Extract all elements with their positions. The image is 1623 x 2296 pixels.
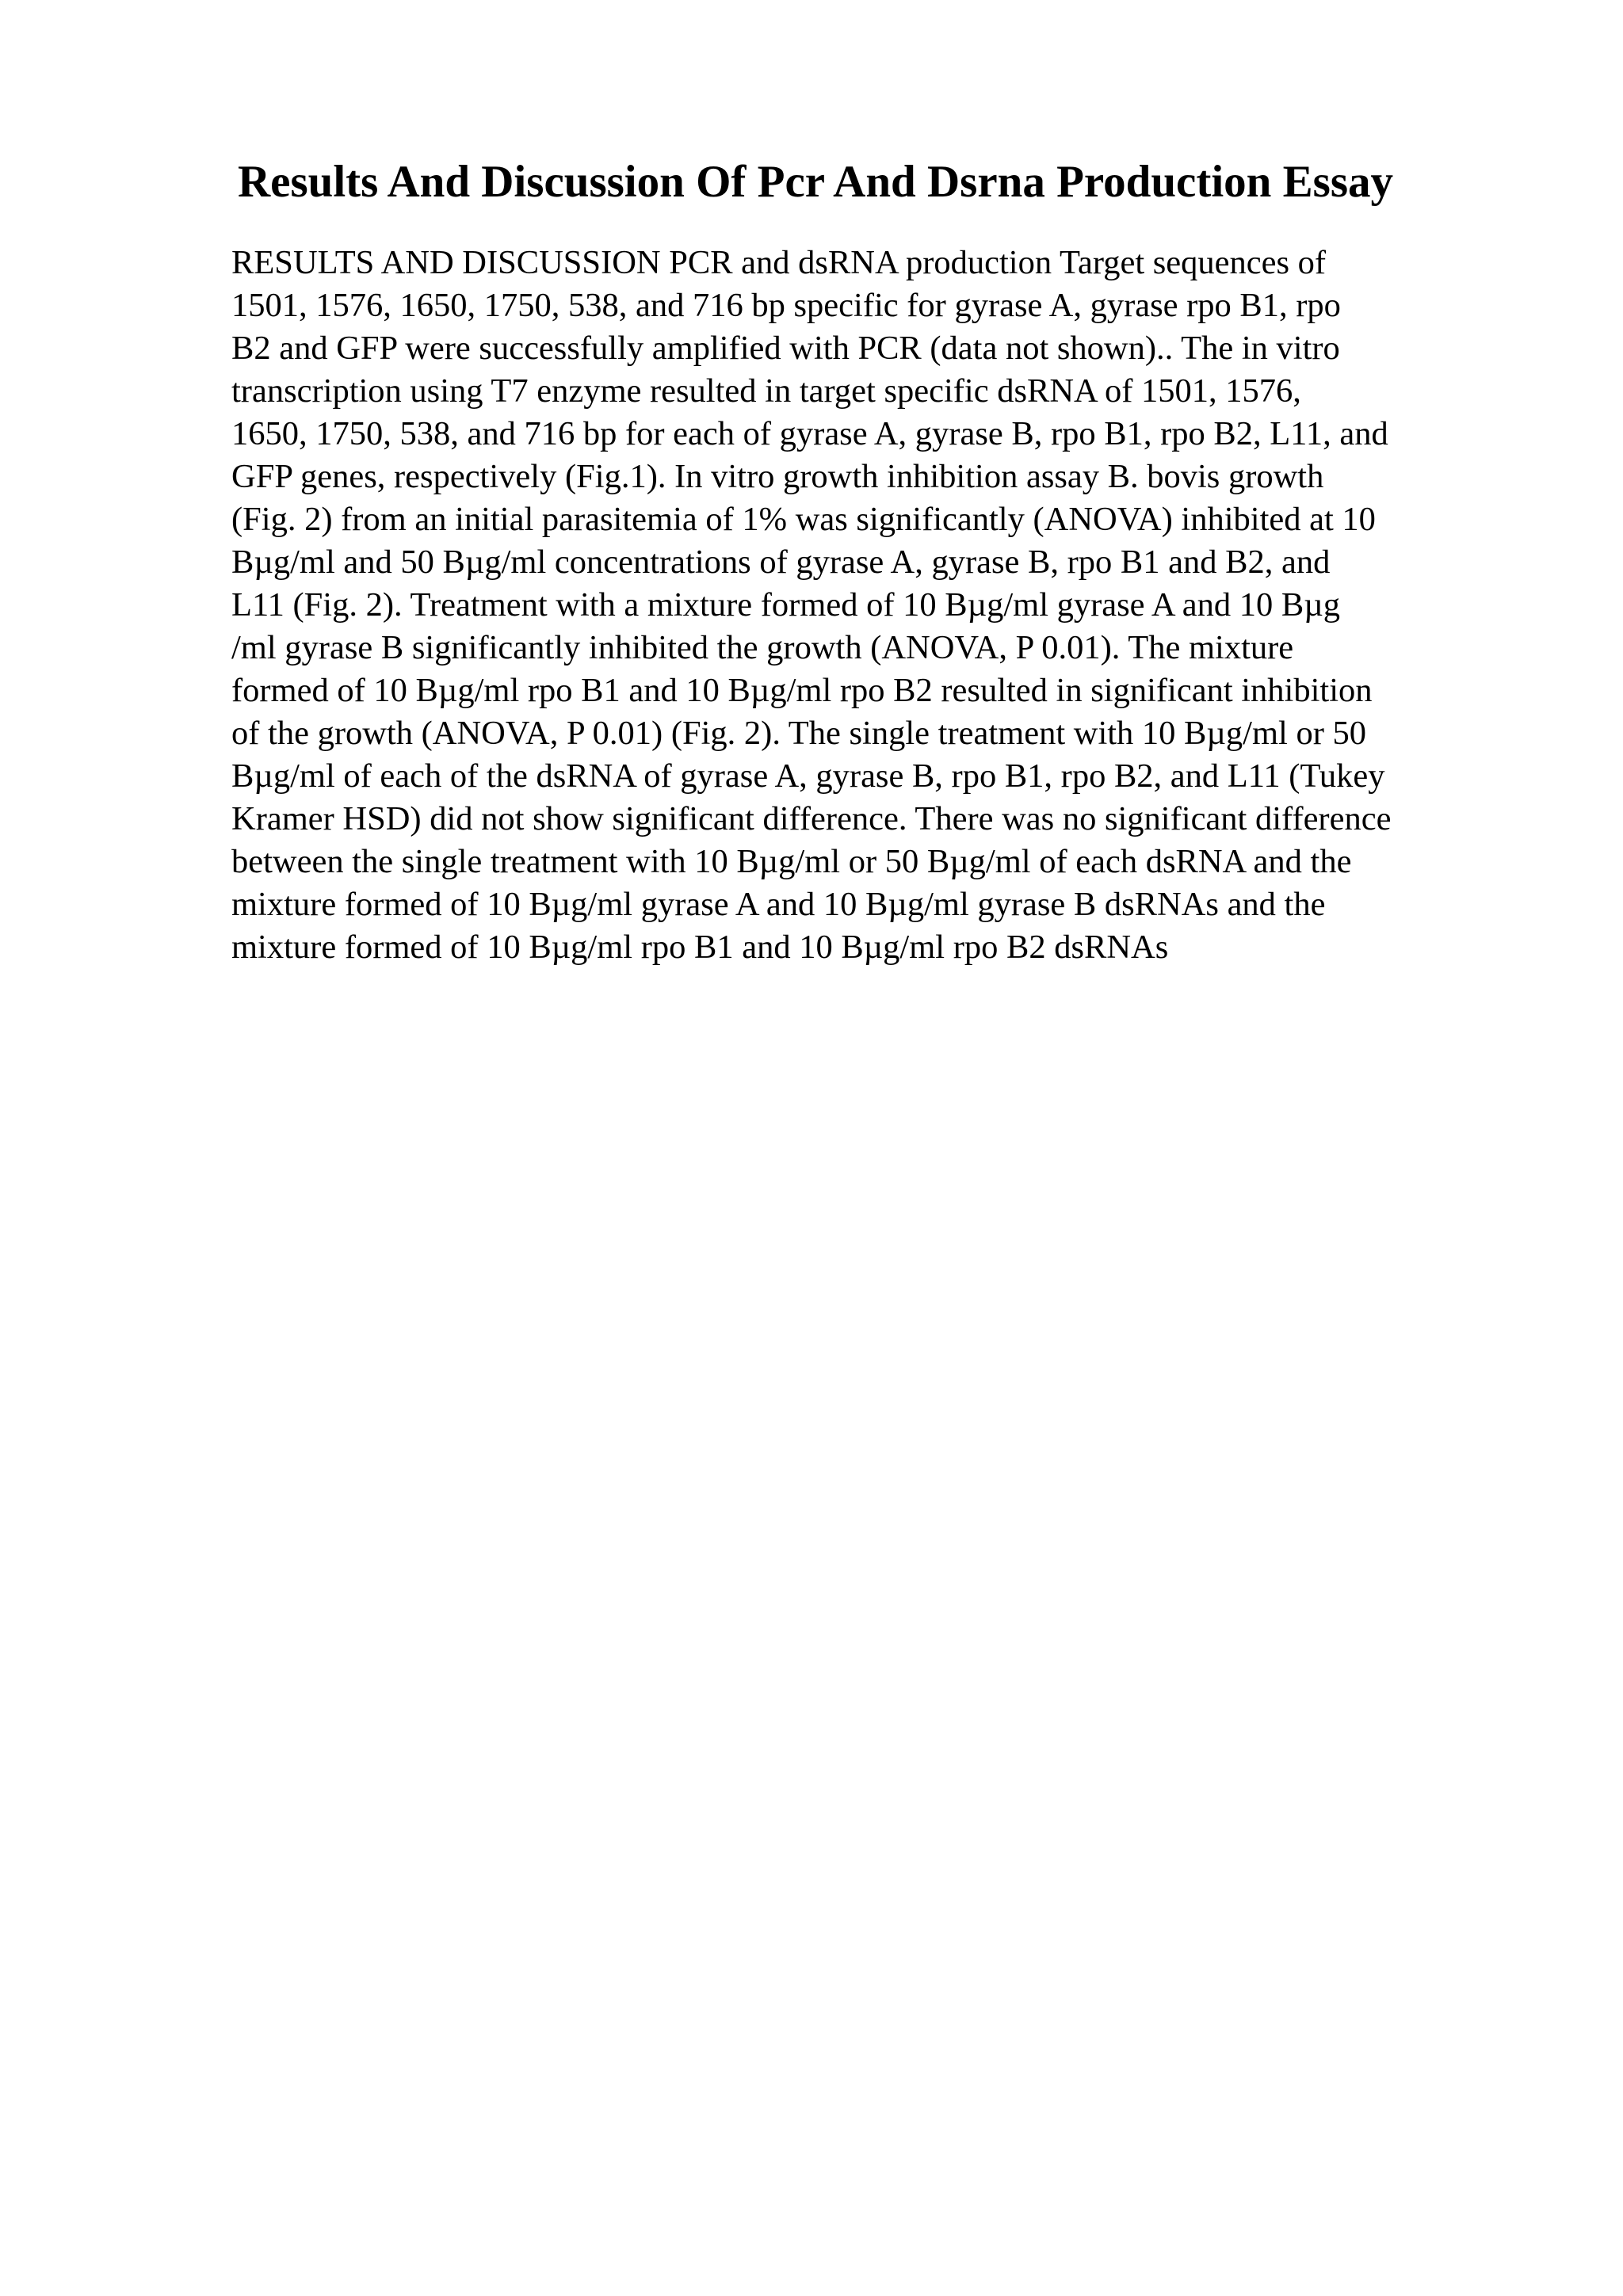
body-line: /ml gyrase B significantly inhibited the growth (ANOVA, P 0.01). The mixture — [231, 629, 1294, 666]
body-line: GFP genes, respectively (Fig.1). In vitro growth inhibition assay B. bovis growth — [231, 458, 1324, 495]
body-line: 1650, 1750, 538, and 716 bp for each of gyrase A, gyrase B, rpo B1, rpo B2, L11, and — [231, 415, 1388, 452]
body-line: Bµg/ml and 50 Bµg/ml concentrations of gyrase A, gyrase B, rpo B1 and B2, and — [231, 543, 1331, 581]
body-line: L11 (Fig. 2). Treatment with a mixture formed of 10 Bµg/ml gyrase A and 10 Bµg — [231, 586, 1340, 624]
body-paragraph — [231, 242, 1515, 969]
body-line: B2 and GFP were successfully amplified with PCR (data not shown).. The in vitro — [231, 330, 1340, 367]
body-line: transcription using T7 enzyme resulted in target specific dsRNA of 1501, 1576, — [231, 372, 1301, 410]
body-line: (Fig. 2) from an initial parasitemia of 1% was significantly (ANOVA) inhibited at 10 — [231, 501, 1376, 538]
body-line: between the single treatment with 10 Bµg/ml or 50 Bµg/ml of each dsRNA and the — [231, 843, 1352, 880]
body-line: RESULTS AND DISCUSSION PCR and dsRNA production Target sequences of — [231, 244, 1327, 281]
body-line: Bµg/ml of each of the dsRNA of gyrase A, gyrase B, rpo B1, rpo B2, and L11 (Tukey — [231, 757, 1385, 795]
body-line: of the growth (ANOVA, P 0.01) (Fig. 2). The single treatment with 10 Bµg/ml or 50 — [231, 715, 1366, 752]
body-line: mixture formed of 10 Bµg/ml rpo B1 and 10 Bµg/ml rpo B2 dsRNAs — [231, 929, 1169, 966]
body-line: mixture formed of 10 Bµg/ml gyrase A and 10 Bµg/ml gyrase B dsRNAs and the — [231, 886, 1326, 923]
document-title: Results And Discussion Of Pcr And Dsrna Production Essay — [238, 157, 1394, 207]
body-line: 1501, 1576, 1650, 1750, 538, and 716 bp specific for gyrase A, gyrase rpo B1, rpo — [231, 287, 1341, 324]
body-line: Kramer HSD) did not show significant difference. There was no significant difference — [231, 800, 1392, 837]
body-line: formed of 10 Bµg/ml rpo B1 and 10 Bµg/ml rpo B2 resulted in significant inhibition — [231, 672, 1373, 709]
